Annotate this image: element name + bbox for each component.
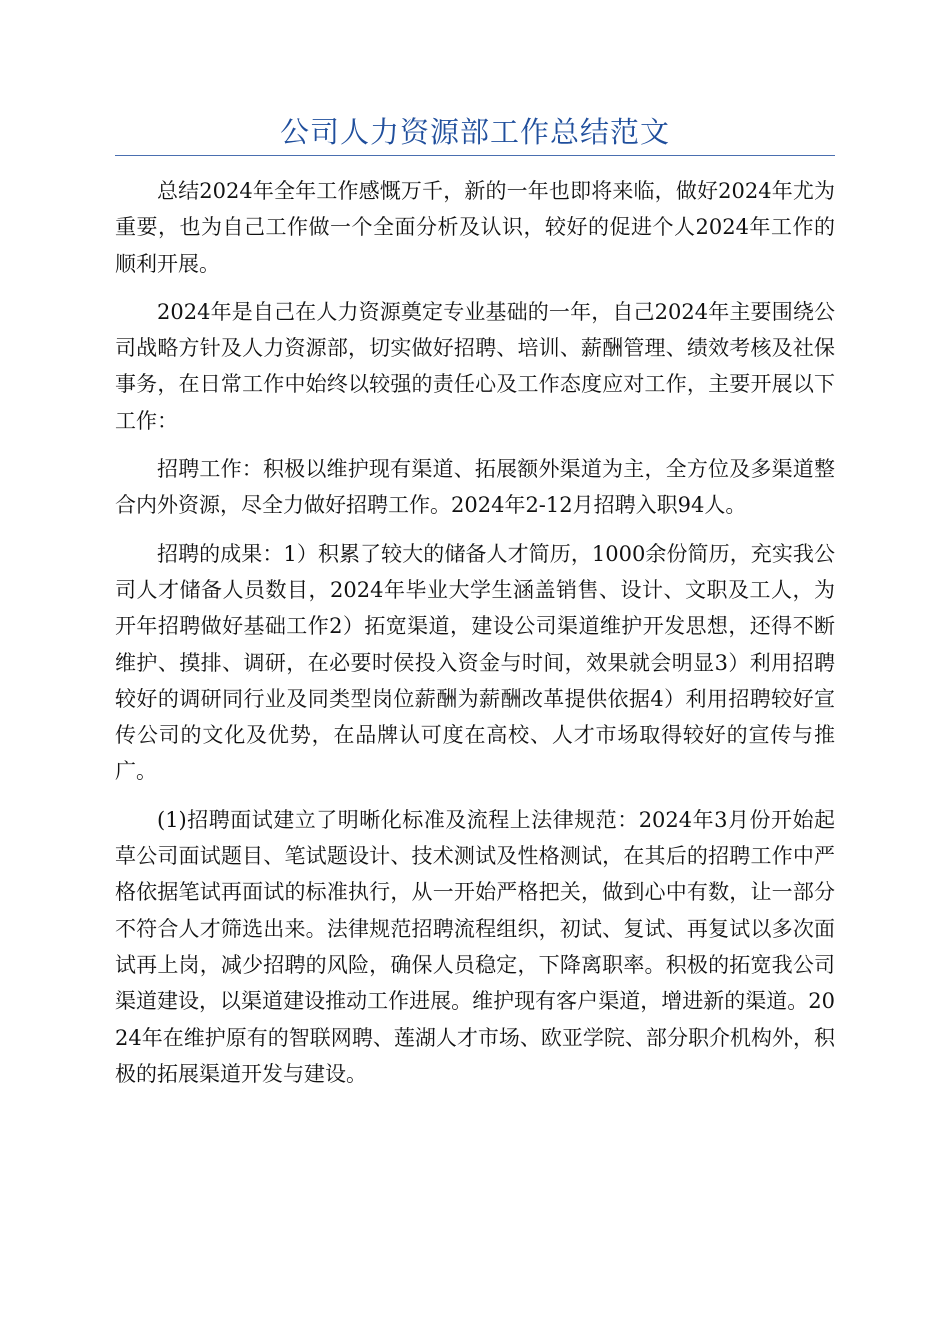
title-underline: [115, 155, 835, 156]
paragraph-year-overview: 2024年是自己在人力资源奠定专业基础的一年，自己2024年主要围绕公司战略方针及人力资源部，切实做好招聘、培训、薪酬管理、绩效考核及社保事务，在日常工作中始终以较强的责任心及工作态度应对工作，主要开展以下工作：: [115, 299, 835, 433]
document-title: 公司人力资源部工作总结范文: [279, 115, 670, 149]
paragraph-recruitment-results: 招聘的成果：1）积累了较大的储备人才简历，1000余份简历，充实我公司人才储备人员数目，2024年毕业大学生涵盖销售、设计、文职及工人，为开年招聘做好基础工作2）拓宽渠道，建设公司渠道维护开发思想，还得不断维护、摸排、调研，在必要时侯投入资金与时间，效果就会明显3）利用招聘较好的调研同行业及同类型岗位薪酬为薪酬改革提供依据4）利用招聘较好宣传公司的文化及优势，在品牌认可度在高校、人才市场取得较好的宣传与推广。: [115, 541, 835, 784]
paragraph-summary-intro: 总结2024年全年工作感慨万千，新的一年也即将来临，做好2024年尤为重要，也为自己工作做一个全面分析及认识，较好的促进个人2024年工作的顺利开展。: [115, 179, 835, 276]
paragraph-recruitment-work: 招聘工作：积极以维护现有渠道、拓展额外渠道为主，全方位及多渠道整合内外资源，尽全力做好招聘工作。2024年2-12月招聘入职94人。: [115, 457, 835, 518]
document-body: [115, 173, 835, 1104]
paragraph-interview-standards: (1)招聘面试建立了明晰化标准及流程上法律规范：2024年3月份开始起草公司面试题目、笔试题设计、技术测试及性格测试，在其后的招聘工作中严格依据笔试再面试的标准执行，从一开始严格把关，做到心中有数，让一部分不符合人才筛选出来。法律规范招聘流程组织，初试、复试、再复试以多次面试再上岗，减少招聘的风险，确保人员稳定，下降离职率。积极的拓宽我公司渠道建设，以渠道建设推动工作进展。维护现有客户渠道，增进新的渠道。2024年在维护原有的智联网聘、莲湖人才市场、欧亚学院、部分职介机构外，积极的拓展渠道开发与建设。: [115, 807, 835, 1086]
